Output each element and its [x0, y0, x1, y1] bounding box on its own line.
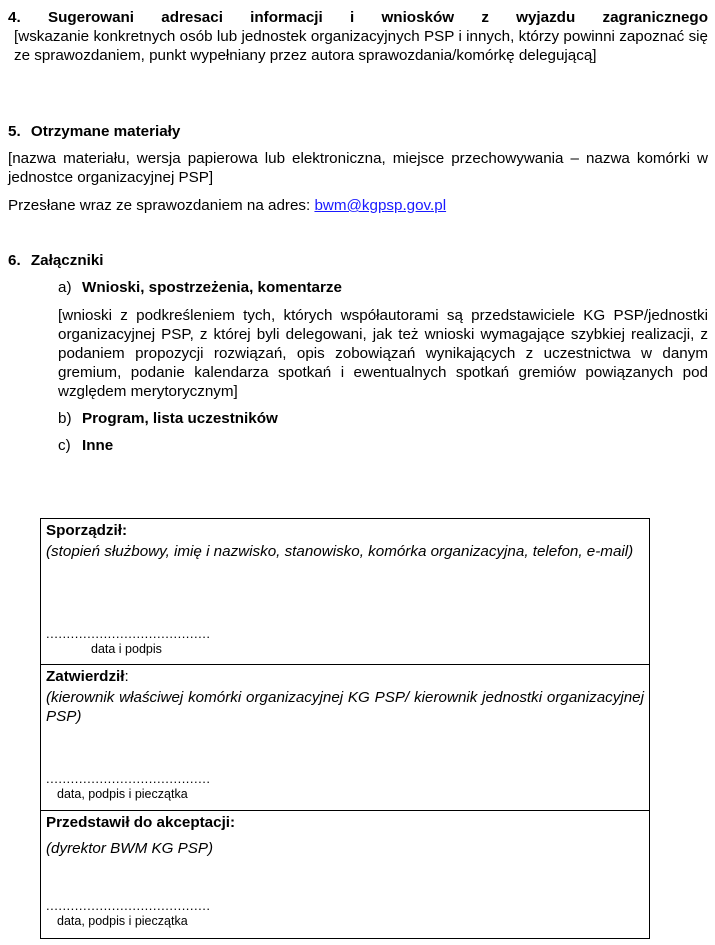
section-6-number: 6. — [8, 252, 21, 269]
presented-by-description: (dyrektor BWM KG PSP) — [46, 840, 214, 857]
section-6-title: Załączniki — [30, 252, 104, 269]
attachment-item-c-heading — [58, 436, 708, 455]
approved-by-description: (kierownik właściwej komórki organizacyjnej KG PSP/ kierownik jednostki organizacyjnej PSP) — [46, 689, 644, 725]
section-5-sent-line — [8, 196, 708, 215]
section-5-description: [nazwa materiału, wersja papierowa lub elektroniczna, miejsce przechowywania – nazwa komórki w jednostce organizacyjnej PSP] — [8, 150, 708, 186]
attachment-item-b-title: Program, lista uczestników — [82, 410, 278, 427]
section-4-title: Sugerowani adresaci informacji i wniosków z wyjazdu zagranicznego — [47, 9, 708, 26]
email-link[interactable]: bwm@kgpsp.gov.pl — [314, 197, 447, 214]
section-5 — [8, 122, 708, 215]
approved-by-label-colon: : — [124, 668, 129, 685]
attachment-item-c-title: Inne — [82, 437, 114, 454]
section-5-number: 5. — [8, 123, 21, 140]
signature-table — [40, 518, 650, 939]
prepared-by-label: Sporządził: — [46, 522, 128, 539]
signature-cell-approved — [41, 665, 649, 811]
section-6 — [8, 251, 708, 455]
presented-by-signature-line: ........................................ — [46, 898, 211, 913]
signature-cell-prepared — [41, 519, 649, 665]
attachment-item-b-heading — [58, 409, 708, 428]
section-4-number: 4. — [8, 9, 21, 26]
attachment-item-a — [8, 278, 708, 401]
section-5-heading — [8, 122, 708, 141]
approved-by-label: Zatwierdził — [46, 668, 125, 685]
section-5-title: Otrzymane materiały — [30, 123, 181, 140]
presented-by-caption: data, podpis i pieczątka — [57, 914, 188, 928]
attachment-item-c — [8, 436, 708, 455]
approved-by-signature-line: ........................................ — [46, 771, 211, 786]
attachment-item-b-letter: b) — [58, 410, 72, 427]
prepared-by-signature-line: ........................................ — [46, 626, 211, 641]
signature-cell-presented — [41, 811, 649, 938]
presented-by-label: Przedstawił do akceptacji: — [46, 814, 236, 831]
section-4 — [8, 8, 708, 65]
attachment-item-c-letter: c) — [58, 437, 71, 454]
prepared-by-description: (stopień służbowy, imię i nazwisko, stanowisko, komórka organizacyjna, telefon, e-mail) — [46, 543, 634, 560]
attachment-item-a-letter: a) — [58, 279, 72, 296]
prepared-by-caption: data i podpis — [91, 642, 162, 656]
approved-by-caption: data, podpis i pieczątka — [57, 787, 188, 801]
section-4-heading — [8, 8, 708, 27]
attachment-item-b — [8, 409, 708, 428]
attachment-item-a-title: Wnioski, spostrzeżenia, komentarze — [82, 279, 342, 296]
section-6-heading — [8, 251, 708, 270]
attachment-item-a-description: [wnioski z podkreśleniem tych, których współautorami są przedstawiciele KG PSP/jednostki organizacyjnej PSP, z której byli delegowani, jak też wnioski wymagające szybkiej realizacji, z podaniem propozycji rozwiązań, opis zobowiązań wynikających z uczestnictwa w danym gremium, podanie kalendarza spotkań i ewentualnych spotkań gremiów powiązanych pod względem merytorycznym] — [58, 307, 708, 400]
section-5-sent-text: Przesłane wraz ze sprawozdaniem na adres: — [8, 197, 315, 214]
attachment-item-a-heading — [58, 278, 708, 297]
approved-by-label-line — [46, 667, 644, 686]
section-4-description: [wskazanie konkretnych osób lub jednostek organizacyjnych PSP i innych, którzy powinni zapoznać się ze sprawozdaniem, punkt wypełniany przez autora sprawozdania/komórkę delegującą] — [14, 28, 708, 64]
